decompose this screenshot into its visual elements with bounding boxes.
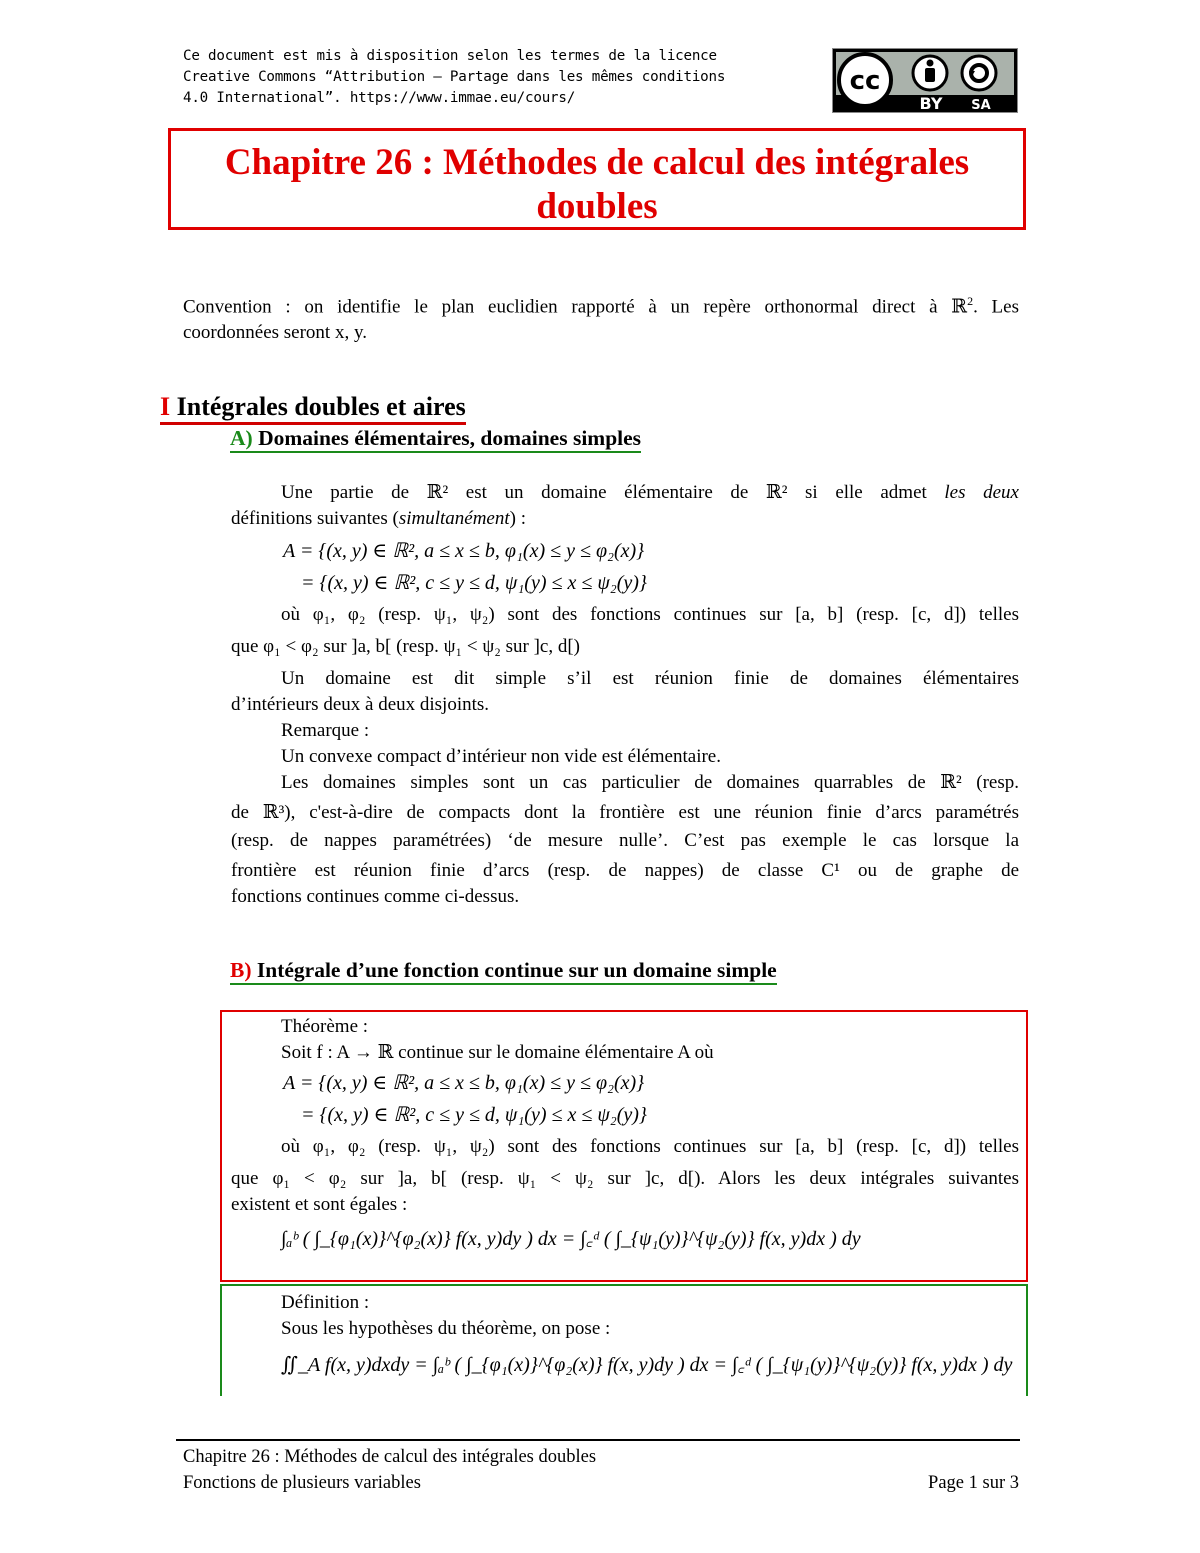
section-title: Intégrales doubles et aires <box>176 392 466 421</box>
chapter-title-line-2: doubles <box>536 186 658 227</box>
section-number: I <box>160 392 171 421</box>
cc-by-sa-badge[interactable] <box>832 48 1018 113</box>
cc-logo-icon <box>833 49 1017 112</box>
license-notice <box>183 46 783 109</box>
p1-text-c: ) : <box>509 508 526 529</box>
p3: que φ₁ < φ₂ sur ]a, b[ (resp. ψ₁ < ψ₂ sur ]c, d[) <box>231 636 581 657</box>
footer-line-1: Chapitre 26 : Méthodes de calcul des intégrales doubles <box>183 1447 597 1467</box>
subsection-heading-a <box>230 425 641 453</box>
p1-emphasis-2: simultanément <box>398 508 510 529</box>
definition-content <box>231 1290 1019 1378</box>
convention-line-2: coordonnées seront x, y. <box>183 322 367 344</box>
convention-text-1: Convention : on identifie le plan euclidien rapporté à un repère orthonormal direct à ℝ <box>183 296 968 318</box>
p10: (resp. de nappes paramétrées) ‘de mesure nulle’. C’est pas exemple le cas lorsque la <box>231 830 1019 851</box>
convention-paragraph <box>183 288 1019 346</box>
theorem-formula-3: ∫ₐᵇ ( ∫_{φ₁(x)}^{φ₂(x)} f(x, y)dy ) dx = ∫꜀ᵈ ( ∫_{ψ₁(y)}^{ψ₂(y)} f(x, y)dx ) dy <box>281 1228 861 1250</box>
theorem-formula-1: A = {(x, y) ∈ ℝ², a ≤ x ≤ b, φ₁(x) ≤ y ≤ φ₂(x)} <box>283 1072 645 1094</box>
convention-text-2: . Les <box>973 296 1019 318</box>
p1-emphasis: les deux <box>944 482 1019 503</box>
p8: Les domaines simples sont un cas particulier de domaines quarrables de ℝ² (resp. <box>281 772 1019 793</box>
theorem-content <box>231 1014 1019 1252</box>
theorem-line-1: Soit f : A → ℝ continue sur le domaine élémentaire A où <box>281 1042 714 1063</box>
theorem-formula-2: = {(x, y) ∈ ℝ², c ≤ y ≤ d, ψ₁(y) ≤ x ≤ ψ₂(y)} <box>301 1104 647 1126</box>
svg-text:BY: BY <box>919 94 943 112</box>
p2: où φ₁, φ₂ (resp. ψ₁, ψ₂) sont des fonctions continues sur [a, b] (resp. [c, d]) telles <box>281 604 1019 625</box>
footer-divider <box>176 1439 1020 1441</box>
p4: Un domaine est dit simple s’il est réunion finie de domaines élémentaires <box>281 668 1019 689</box>
page-footer <box>183 1444 1019 1496</box>
remark-heading: Remarque : <box>281 720 370 741</box>
subsection-number: A) <box>230 426 253 450</box>
theorem-line-4: existent et sont égales : <box>231 1194 408 1215</box>
license-line-3[interactable]: 4.0 International”. https://www.immae.eu/cours/ <box>183 90 576 106</box>
subsection-heading-b <box>230 957 777 985</box>
chapter-title-box <box>168 128 1026 230</box>
footer-line-2: Fonctions de plusieurs variables <box>183 1473 421 1493</box>
theorem-line-3: que φ₁ < φ₂ sur ]a, b[ (resp. ψ₁ < ψ₂ sur ]c, d[). Alors les deux intégrales suivantes <box>231 1168 1019 1189</box>
p9: de ℝ³), c'est-à-dire de compacts dont la frontière est une réunion finie d’arcs paramétrés <box>231 802 1019 823</box>
definition-formula: ∬_A f(x, y)dxdy = ∫ₐᵇ ( ∫_{φ₁(x)}^{φ₂(x)} f(x, y)dy ) dx = ∫꜀ᵈ ( ∫_{ψ₁(y)}^{ψ₂(y)} f(x, y)dx ) dy <box>281 1354 1013 1376</box>
p1-text-b: définitions suivantes ( <box>231 508 399 529</box>
p5: d’intérieurs deux à deux disjoints. <box>231 694 490 715</box>
subsection-title: Domaines élémentaires, domaines simples <box>258 426 642 450</box>
svg-text:cc: cc <box>849 66 881 96</box>
section-a-body <box>231 480 1019 910</box>
subsection-title: Intégrale d’une fonction continue sur un domaine simple <box>256 958 777 982</box>
subsection-number: B) <box>230 958 252 982</box>
definition-line-1: Sous les hypothèses du théorème, on pose : <box>281 1318 611 1339</box>
theorem-heading: Théorème : <box>281 1016 369 1037</box>
chapter-title <box>171 141 1023 229</box>
p11: frontière est réunion finie d’arcs (resp. de nappes) de classe C¹ ou de graphe de <box>231 860 1019 881</box>
chapter-title-line-1: Chapitre 26 : Méthodes de calcul des intégrales <box>224 142 970 183</box>
svg-text:SA: SA <box>971 98 991 112</box>
section-heading-1 <box>160 392 466 425</box>
p7: Un convexe compact d’intérieur non vide est élémentaire. <box>281 746 721 767</box>
page-number: Page 1 sur 3 <box>928 1473 1019 1493</box>
license-line-2: Creative Commons “Attribution – Partage dans les mêmes conditions <box>183 69 726 85</box>
p12: fonctions continues comme ci-dessus. <box>231 886 520 907</box>
domain-formula-1: A = {(x, y) ∈ ℝ², a ≤ x ≤ b, φ₁(x) ≤ y ≤ φ₂(x)} <box>283 540 645 562</box>
license-line-1: Ce document est mis à disposition selon les termes de la licence <box>183 48 717 64</box>
domain-formula-2: = {(x, y) ∈ ℝ², c ≤ y ≤ d, ψ₁(y) ≤ x ≤ ψ₂(y)} <box>301 572 647 594</box>
theorem-line-2: où φ₁, φ₂ (resp. ψ₁, ψ₂) sont des fonctions continues sur [a, b] (resp. [c, d]) telles <box>281 1136 1019 1157</box>
convention-sup: 2 <box>967 294 974 308</box>
definition-heading: Définition : <box>281 1292 370 1313</box>
p1-text-a: Une partie de ℝ² est un domaine élémentaire de ℝ² si elle admet <box>281 482 945 503</box>
